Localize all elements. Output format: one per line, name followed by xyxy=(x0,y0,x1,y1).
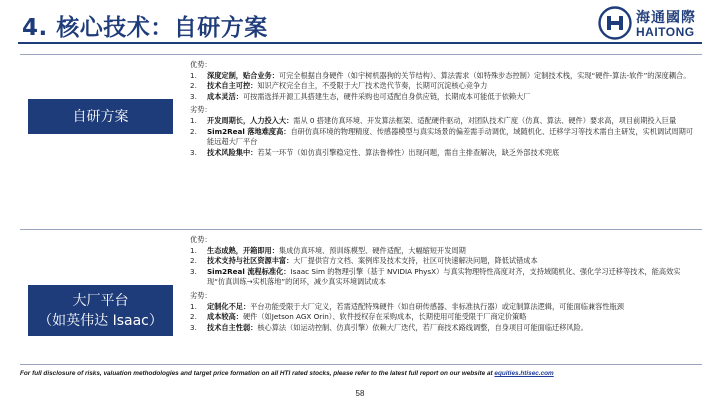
list-item xyxy=(190,71,696,82)
list-item xyxy=(190,256,696,267)
section-label xyxy=(28,285,173,336)
item-keyword: 技术风险集中： xyxy=(207,147,258,157)
item-text: 需从 0 搭建仿真环境、开发算法框架、适配硬件驱动，对团队技术广度（仿真、算法、硬件）要求高，项目前期投入巨量 xyxy=(293,115,677,125)
item-number: 1. xyxy=(190,70,197,80)
item-number: 1. xyxy=(190,245,197,255)
list-item xyxy=(190,267,696,288)
item-number: 3. xyxy=(190,91,197,101)
item-text: Isaac Sim 的物理引擎（基于 NVIDIA PhysX）与真实物理特性高度对齐，支持域随机化、强化学习迁移等技术，能高效实现“仿真训练→实机落地”的闭环，减少真实环境调试成本 xyxy=(207,266,681,287)
page-title: 4. 核心技术：自研方案 xyxy=(22,15,268,41)
cons-list xyxy=(190,302,696,334)
list-item xyxy=(190,92,696,103)
disclaimer-text: For full disclosure of risks, valuation methodologies and target price formation on all HTI rated stocks, please refer to the latest full report on our website at xyxy=(20,370,495,377)
item-number: 3. xyxy=(190,322,197,332)
item-number: 3. xyxy=(190,147,197,157)
item-text: 平台功能受限于大厂定义，若需适配特殊硬件（如自研传感器、非标准执行器）或定制算法逻辑，可能面临兼容性瓶颈 xyxy=(250,301,624,311)
logo-chinese-name: 海通國際 xyxy=(636,10,696,26)
cons-heading: 劣势： xyxy=(190,290,212,300)
pros-heading: 优势： xyxy=(190,235,212,244)
item-text: 核心算法（如运动控制、仿真引擎）依赖大厂迭代，若厂商技术路线调整，自身项目可能面临迁移风险。 xyxy=(257,322,588,332)
section-self-developed xyxy=(20,54,702,231)
item-text: 若某一环节（如仿真引擎稳定性、算法鲁棒性）出现问题，需自主排查解决，缺乏外部技术兜底 xyxy=(257,147,560,157)
section-label-line: 自研方案 xyxy=(72,108,129,125)
list-item xyxy=(190,312,696,323)
cons-heading: 劣势： xyxy=(190,105,212,115)
item-number: 2. xyxy=(190,312,197,322)
item-number: 1. xyxy=(190,115,197,125)
item-keyword: 生态成熟，开箱即用： xyxy=(207,245,279,255)
list-item xyxy=(190,148,696,159)
item-text: 硬件（如Jetson AGX Orin）、软件授权存在采购成本，长期使用可能受限于厂商定价策略 xyxy=(242,312,527,322)
cons-list xyxy=(190,116,696,158)
list-item xyxy=(190,116,696,127)
item-keyword: 成本灵活： xyxy=(207,91,243,101)
item-keyword: 技术支持与社区资源丰富： xyxy=(207,256,294,266)
page-number: 58 xyxy=(355,389,365,398)
item-text: 集成仿真环境、预训练模型、硬件适配，大幅缩短开发周期 xyxy=(278,245,466,255)
item-number: 3. xyxy=(190,266,197,276)
company-logo xyxy=(598,6,706,40)
item-text: 知识产权完全自主，不受限于大厂技术迭代节奏，长期可沉淀核心竞争力 xyxy=(257,81,488,91)
item-number: 2. xyxy=(190,256,197,266)
item-keyword: 定制化不足： xyxy=(207,301,251,311)
pros-list xyxy=(190,246,696,288)
title-divider xyxy=(18,42,702,44)
list-item xyxy=(190,127,696,148)
item-text: 自研仿真环境的物理精度、传感器模型与真实场景的偏差需手动调优，域随机化、迁移学习等技术需自主研发，实机调试周期可能远超大厂平台 xyxy=(207,126,693,147)
pros-list xyxy=(190,71,696,103)
item-keyword: Sim2Real 落地难度高： xyxy=(207,126,291,136)
item-number: 2. xyxy=(190,126,197,136)
item-number: 2. xyxy=(190,81,197,91)
footer-disclaimer xyxy=(20,370,700,377)
item-text: 大厂提供官方文档、案例库及技术支持，社区可快速解决问题，降低试错成本 xyxy=(293,256,538,266)
item-keyword: 技术自主性弱： xyxy=(207,322,258,332)
section-content xyxy=(190,234,696,333)
item-keyword: 技术自主可控： xyxy=(207,81,258,91)
section-content xyxy=(190,59,696,158)
list-item xyxy=(190,81,696,92)
item-keyword: 深度定制，贴合业务： xyxy=(207,70,279,80)
section-label-line: （如英伟达 Isaac） xyxy=(38,312,163,329)
list-item xyxy=(190,323,696,334)
haitong-logo-icon xyxy=(598,6,632,40)
item-number: 1. xyxy=(190,301,197,311)
item-keyword: Sim2Real 流程标准化： xyxy=(207,266,291,276)
list-item xyxy=(190,246,696,257)
section-label-line: 大厂平台 xyxy=(72,292,129,309)
section-big-platform xyxy=(20,229,702,365)
item-text: 可完全根据自身硬件（如宇树机器狗的关节结构）、算法需求（如特殊步态控制）定制技术栈，实现“硬件-算法-软件”的深度耦合。 xyxy=(278,70,691,80)
item-keyword: 开发周期长，人力投入大： xyxy=(207,115,294,125)
list-item xyxy=(190,302,696,313)
item-keyword: 成本较高： xyxy=(207,312,243,322)
logo-english-name: HAITONG xyxy=(636,25,695,39)
website-link[interactable]: equities.htisec.com xyxy=(494,370,554,377)
pros-heading: 优势： xyxy=(190,60,212,69)
section-label xyxy=(28,99,173,134)
item-text: 可按需选择开源工具搭建生态，硬件采购也可适配自身供应链，长期成本可能低于依赖大厂 xyxy=(242,91,531,101)
